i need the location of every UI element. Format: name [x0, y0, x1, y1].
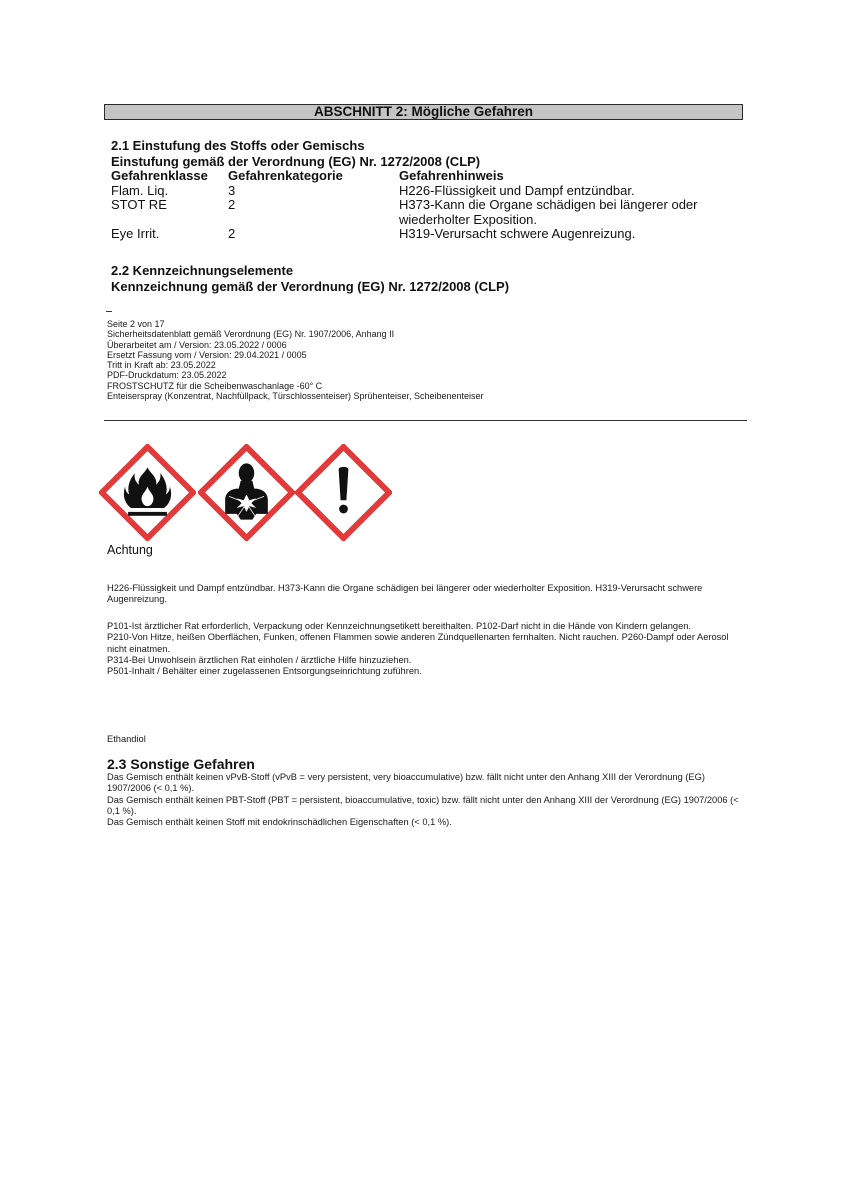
other-hazards-heading: 2.3 Sonstige Gefahren	[107, 756, 255, 772]
precautionary-statement: P314-Bei Unwohlsein ärztlichen Rat einholen / ärztliche Hilfe hinzuziehen.	[107, 654, 412, 665]
hazard-category: 2	[228, 197, 236, 212]
product-variants-line: Enteiserspray (Konzentrat, Nachfüllpack, Türschlossenteiser) Sprühenteiser, Scheibenenteiser	[107, 391, 484, 402]
ghs-pictograms	[99, 444, 399, 541]
hazard-statement: H226-Flüssigkeit und Dampf entzündbar.	[399, 182, 635, 198]
other-hazards-text	[107, 772, 747, 828]
classification-table	[111, 169, 751, 242]
precautionary-statement: P210-Von Hitze, heißen Oberflächen, Funken, offenen Flammen sowie anderen Zündquellenarten fernhalten. Nicht rauchen. P260-Dampf oder Aerosol nicht einatmen.	[107, 632, 729, 654]
classification-subheading: Einstufung gemäß der Verordnung (EG) Nr. 1272/2008 (CLP)	[111, 154, 481, 169]
health-hazard-icon	[198, 444, 295, 541]
table-row	[111, 184, 751, 199]
column-header: Gefahrenhinweis	[399, 168, 504, 183]
exclamation-mark-icon	[295, 444, 392, 541]
hazard-category: 2	[228, 226, 236, 241]
hazard-statements: H226-Flüssigkeit und Dampf entzündbar. H373-Kann die Organe schädigen bei längerer oder wiederholter Exposition. H319-Verursacht schwere Augenreizung.	[107, 583, 703, 605]
precautionary-statements	[107, 621, 747, 677]
footer-dash	[106, 311, 112, 312]
other-hazard-paragraph: Das Gemisch enthält keinen PBT-Stoff (PBT = persistent, bioaccumulative, toxic) bzw. fällt nicht unter den Anhang XIII der Verordnung (EG) 1907/2006 (< 0,1 %).	[107, 794, 739, 816]
section-title: ABSCHNITT 2: Mögliche Gefahren	[313, 104, 534, 119]
hazard-category: 3	[228, 182, 236, 198]
other-hazard-paragraph: Das Gemisch enthält keinen vPvB-Stoff (vPvB = very persistent, very bioaccumulative) bzw. fällt nicht unter den Anhang XIII der Verordnung (EG) 1907/2006 (< 0,1 %).	[107, 772, 705, 794]
hazard-statement: H319-Verursacht schwere Augenreizung.	[399, 226, 636, 241]
table-row	[111, 227, 751, 242]
table-header-row	[111, 169, 751, 184]
table-row	[111, 198, 751, 227]
hazard-class: Eye Irrit.	[111, 226, 160, 241]
page-footer	[107, 319, 484, 401]
flame-icon	[99, 444, 196, 541]
replaces-line: Ersetzt Fassung vom / Version: 29.04.2021 / 0005	[107, 349, 307, 360]
precautionary-statement: P501-Inhalt / Behälter einer zugelassenen Entsorgungseinrichtung zuführen.	[107, 666, 422, 677]
other-hazard-paragraph: Das Gemisch enthält keinen Stoff mit endokrinschädlichen Eigenschaften (< 0,1 %).	[107, 817, 452, 828]
print-date-line: PDF-Druckdatum: 23.05.2022	[107, 370, 227, 381]
precautionary-statement: P101-Ist ärztlicher Rat erforderlich, Verpackung oder Kennzeichnungsetikett bereithalten. P102-Darf nicht in die Hände von Kindern gelangen.	[107, 621, 691, 631]
classification-heading: 2.1 Einstufung des Stoffs oder Gemischs	[111, 138, 365, 153]
labelling-heading: 2.2 Kennzeichnungselemente	[111, 263, 294, 278]
hazard-statement: H373-Kann die Organe schädigen bei längerer oder wiederholter Exposition.	[399, 197, 698, 227]
column-header: Gefahrenkategorie	[228, 168, 343, 183]
hazard-class: Flam. Liq.	[111, 182, 169, 198]
labelling-subheading: Kennzeichnung gemäß der Verordnung (EG) Nr. 1272/2008 (CLP)	[111, 279, 510, 294]
hazardous-ingredient: Ethandiol	[107, 734, 146, 744]
regulation-line: Sicherheitsdatenblatt gemäß Verordnung (EG) Nr. 1907/2006, Anhang II	[107, 329, 395, 340]
page-number: Seite 2 von 17	[107, 319, 165, 329]
hazard-class: STOT RE	[111, 197, 167, 212]
product-name-line: FROSTSCHUTZ für die Scheibenwaschanlage -60° C	[107, 380, 323, 391]
section-header	[104, 104, 743, 120]
column-header: Gefahrenklasse	[111, 168, 208, 183]
revision-line: Überarbeitet am / Version: 23.05.2022 / 0006	[107, 339, 287, 350]
effective-date-line: Tritt in Kraft ab: 23.05.2022	[107, 360, 216, 371]
footer-divider	[104, 420, 747, 421]
signal-word: Achtung	[107, 543, 153, 557]
